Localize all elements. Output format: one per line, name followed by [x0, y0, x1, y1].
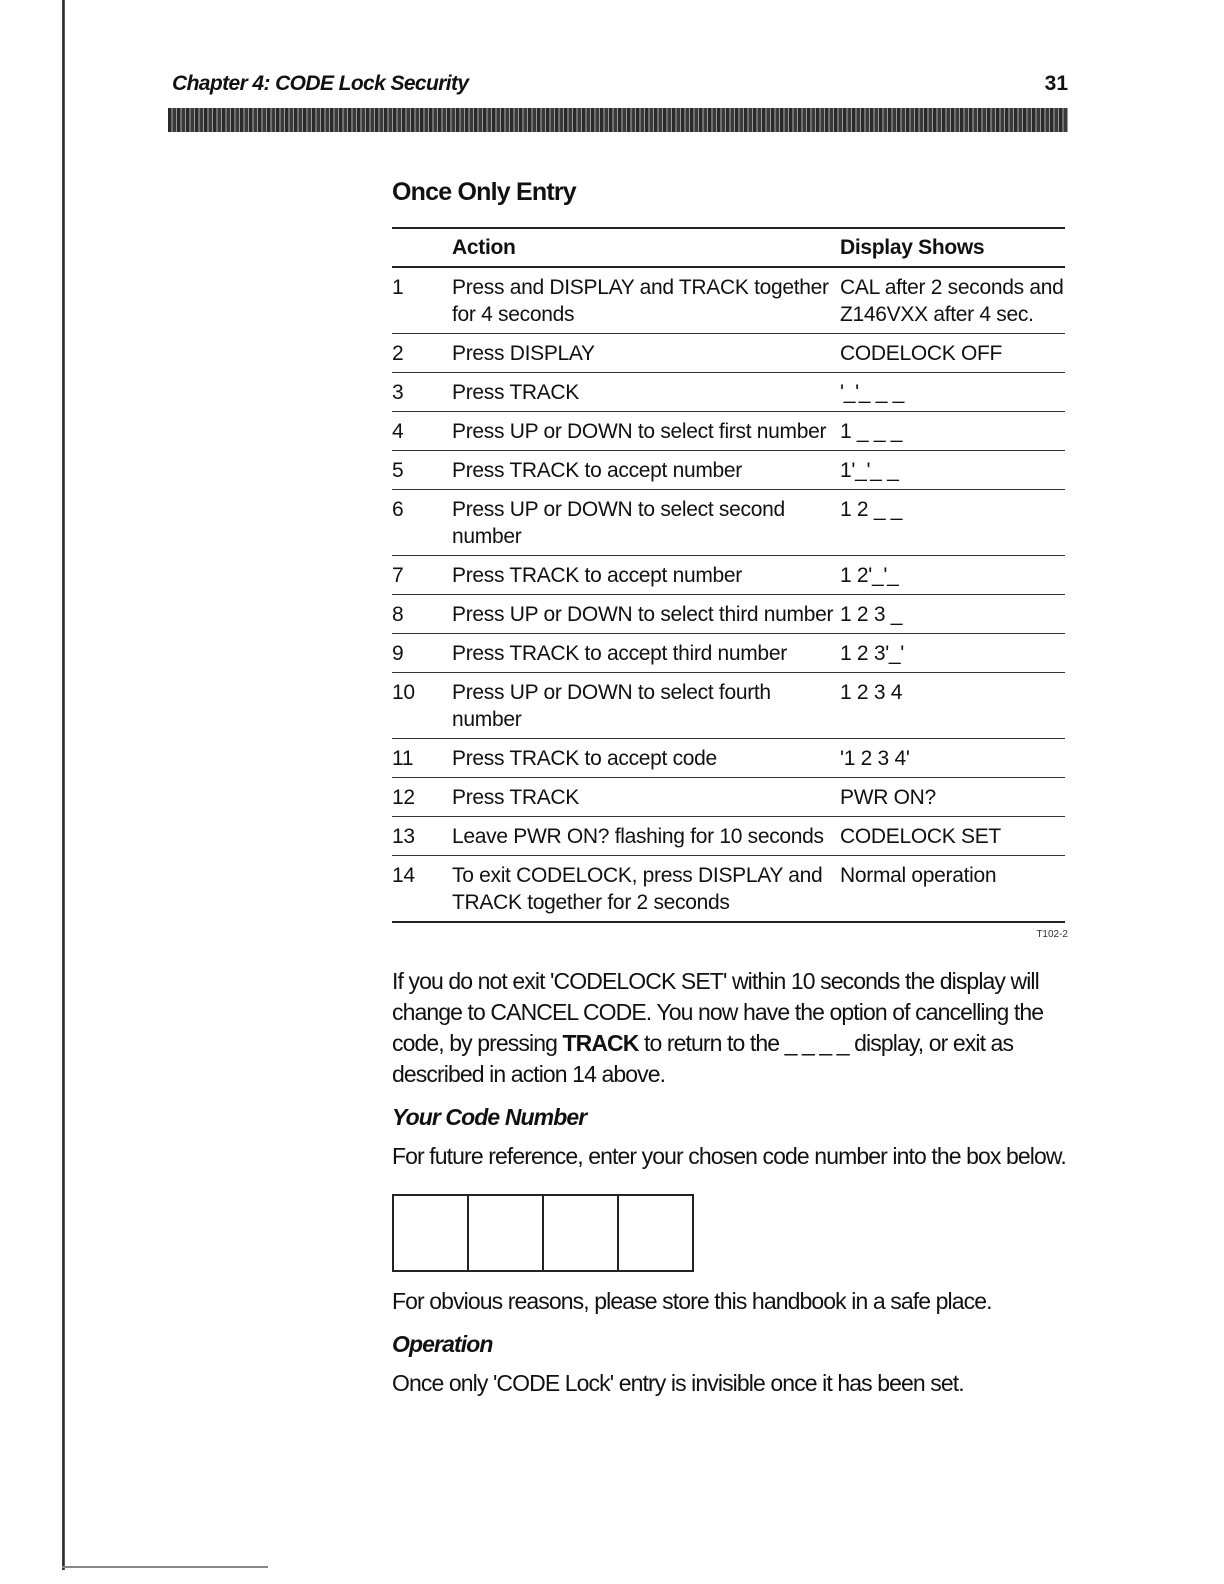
table-row	[392, 556, 1065, 595]
table-row	[392, 673, 1065, 739]
action-cell: Press TRACK to accept code	[452, 739, 840, 778]
section-title: Once Only Entry	[392, 178, 576, 206]
table-row	[392, 490, 1065, 556]
table-row	[392, 739, 1065, 778]
step-number-cell: 10	[392, 673, 452, 739]
display-shows-cell: CODELOCK SET	[840, 817, 1065, 856]
table-row	[392, 856, 1065, 923]
col-step-number	[392, 228, 452, 267]
action-cell: Press TRACK to accept number	[452, 451, 840, 490]
steps-table	[392, 227, 1065, 923]
display-shows-cell: PWR ON?	[840, 778, 1065, 817]
step-number-cell: 9	[392, 634, 452, 673]
step-number-cell: 12	[392, 778, 452, 817]
action-cell: Leave PWR ON? flashing for 10 seconds	[452, 817, 840, 856]
table-row	[392, 373, 1065, 412]
chapter-title: Chapter 4: CODE Lock Security	[172, 72, 469, 95]
table-row	[392, 595, 1065, 634]
action-cell: Press TRACK	[452, 373, 840, 412]
step-number-cell: 2	[392, 334, 452, 373]
action-cell: Press UP or DOWN to select third number	[452, 595, 840, 634]
display-shows-cell: 1 2 3 _	[840, 595, 1065, 634]
code-digit-box-2	[469, 1196, 544, 1270]
step-number-cell: 4	[392, 412, 452, 451]
binding-foot-line	[62, 1566, 268, 1568]
display-shows-cell: '_'_ _ _	[840, 373, 1065, 412]
cancel-text-after: to return to the _ _ _ _ display, or exit as described in action 14 above.	[392, 1030, 1014, 1087]
safe-place-note: For obvious reasons, please store this handbook in a safe place.	[392, 1288, 992, 1314]
table-row	[392, 817, 1065, 856]
display-shows-cell: 1 2 3'_'	[840, 634, 1065, 673]
action-cell: To exit CODELOCK, press DISPLAY and TRACK together for 2 seconds	[452, 856, 840, 923]
code-digit-box-1	[394, 1196, 469, 1270]
operation-text: Once only 'CODE Lock' entry is invisible once it has been set.	[392, 1370, 964, 1396]
cancel-text-before: If you do not exit 'CODELOCK SET' within 10 seconds the display will change to CANCEL CODE. You now have the option of cancelling the code, by pressing	[392, 968, 1044, 1056]
step-number-cell: 14	[392, 856, 452, 923]
code-digit-box-4	[619, 1196, 692, 1270]
display-shows-cell: 1 2'_'_	[840, 556, 1065, 595]
operation-heading: Operation	[392, 1331, 493, 1357]
track-emphasis: TRACK	[562, 1030, 639, 1056]
action-cell: Press UP or DOWN to select first number	[452, 412, 840, 451]
step-number-cell: 6	[392, 490, 452, 556]
code-digit-box-3	[544, 1196, 619, 1270]
display-shows-cell: 1 2 _ _	[840, 490, 1065, 556]
table-reference: T102-2	[1036, 929, 1068, 940]
action-cell: Press DISPLAY	[452, 334, 840, 373]
table-row	[392, 451, 1065, 490]
page-number: 31	[1044, 72, 1068, 95]
code-number-heading: Your Code Number	[392, 1104, 587, 1130]
table-row	[392, 334, 1065, 373]
display-shows-cell: 1 2 3 4	[840, 673, 1065, 739]
action-cell: Press TRACK to accept number	[452, 556, 840, 595]
step-number-cell: 13	[392, 817, 452, 856]
display-shows-cell: 1 _ _ _	[840, 412, 1065, 451]
display-shows-cell: 1'_'_ _	[840, 451, 1065, 490]
code-entry-boxes	[392, 1194, 694, 1272]
action-cell: Press and DISPLAY and TRACK together for 4 seconds	[452, 267, 840, 334]
display-shows-cell: '1 2 3 4'	[840, 739, 1065, 778]
page-content	[392, 178, 1068, 1399]
binding-edge	[62, 0, 65, 1570]
table-row	[392, 267, 1065, 334]
step-number-cell: 5	[392, 451, 452, 490]
col-action: Action	[452, 228, 840, 267]
action-cell: Press UP or DOWN to select second number	[452, 490, 840, 556]
table-row	[392, 412, 1065, 451]
display-shows-cell: CAL after 2 seconds and Z146VXX after 4 sec.	[840, 267, 1065, 334]
step-number-cell: 11	[392, 739, 452, 778]
steps-table-body	[392, 267, 1065, 922]
header-rule-bar	[168, 108, 1068, 132]
step-number-cell: 3	[392, 373, 452, 412]
display-shows-cell: CODELOCK OFF	[840, 334, 1065, 373]
action-cell: Press TRACK to accept third number	[452, 634, 840, 673]
action-cell: Press TRACK	[452, 778, 840, 817]
running-head	[172, 72, 1068, 96]
step-number-cell: 8	[392, 595, 452, 634]
table-row	[392, 634, 1065, 673]
col-display-shows: Display Shows	[840, 228, 1065, 267]
table-header-row	[392, 228, 1065, 267]
table-row	[392, 778, 1065, 817]
step-number-cell: 1	[392, 267, 452, 334]
action-cell: Press UP or DOWN to select fourth number	[452, 673, 840, 739]
cancel-code-paragraph	[392, 966, 1068, 1090]
display-shows-cell: Normal operation	[840, 856, 1065, 923]
step-number-cell: 7	[392, 556, 452, 595]
code-number-instruction: For future reference, enter your chosen code number into the box below.	[392, 1143, 1066, 1169]
